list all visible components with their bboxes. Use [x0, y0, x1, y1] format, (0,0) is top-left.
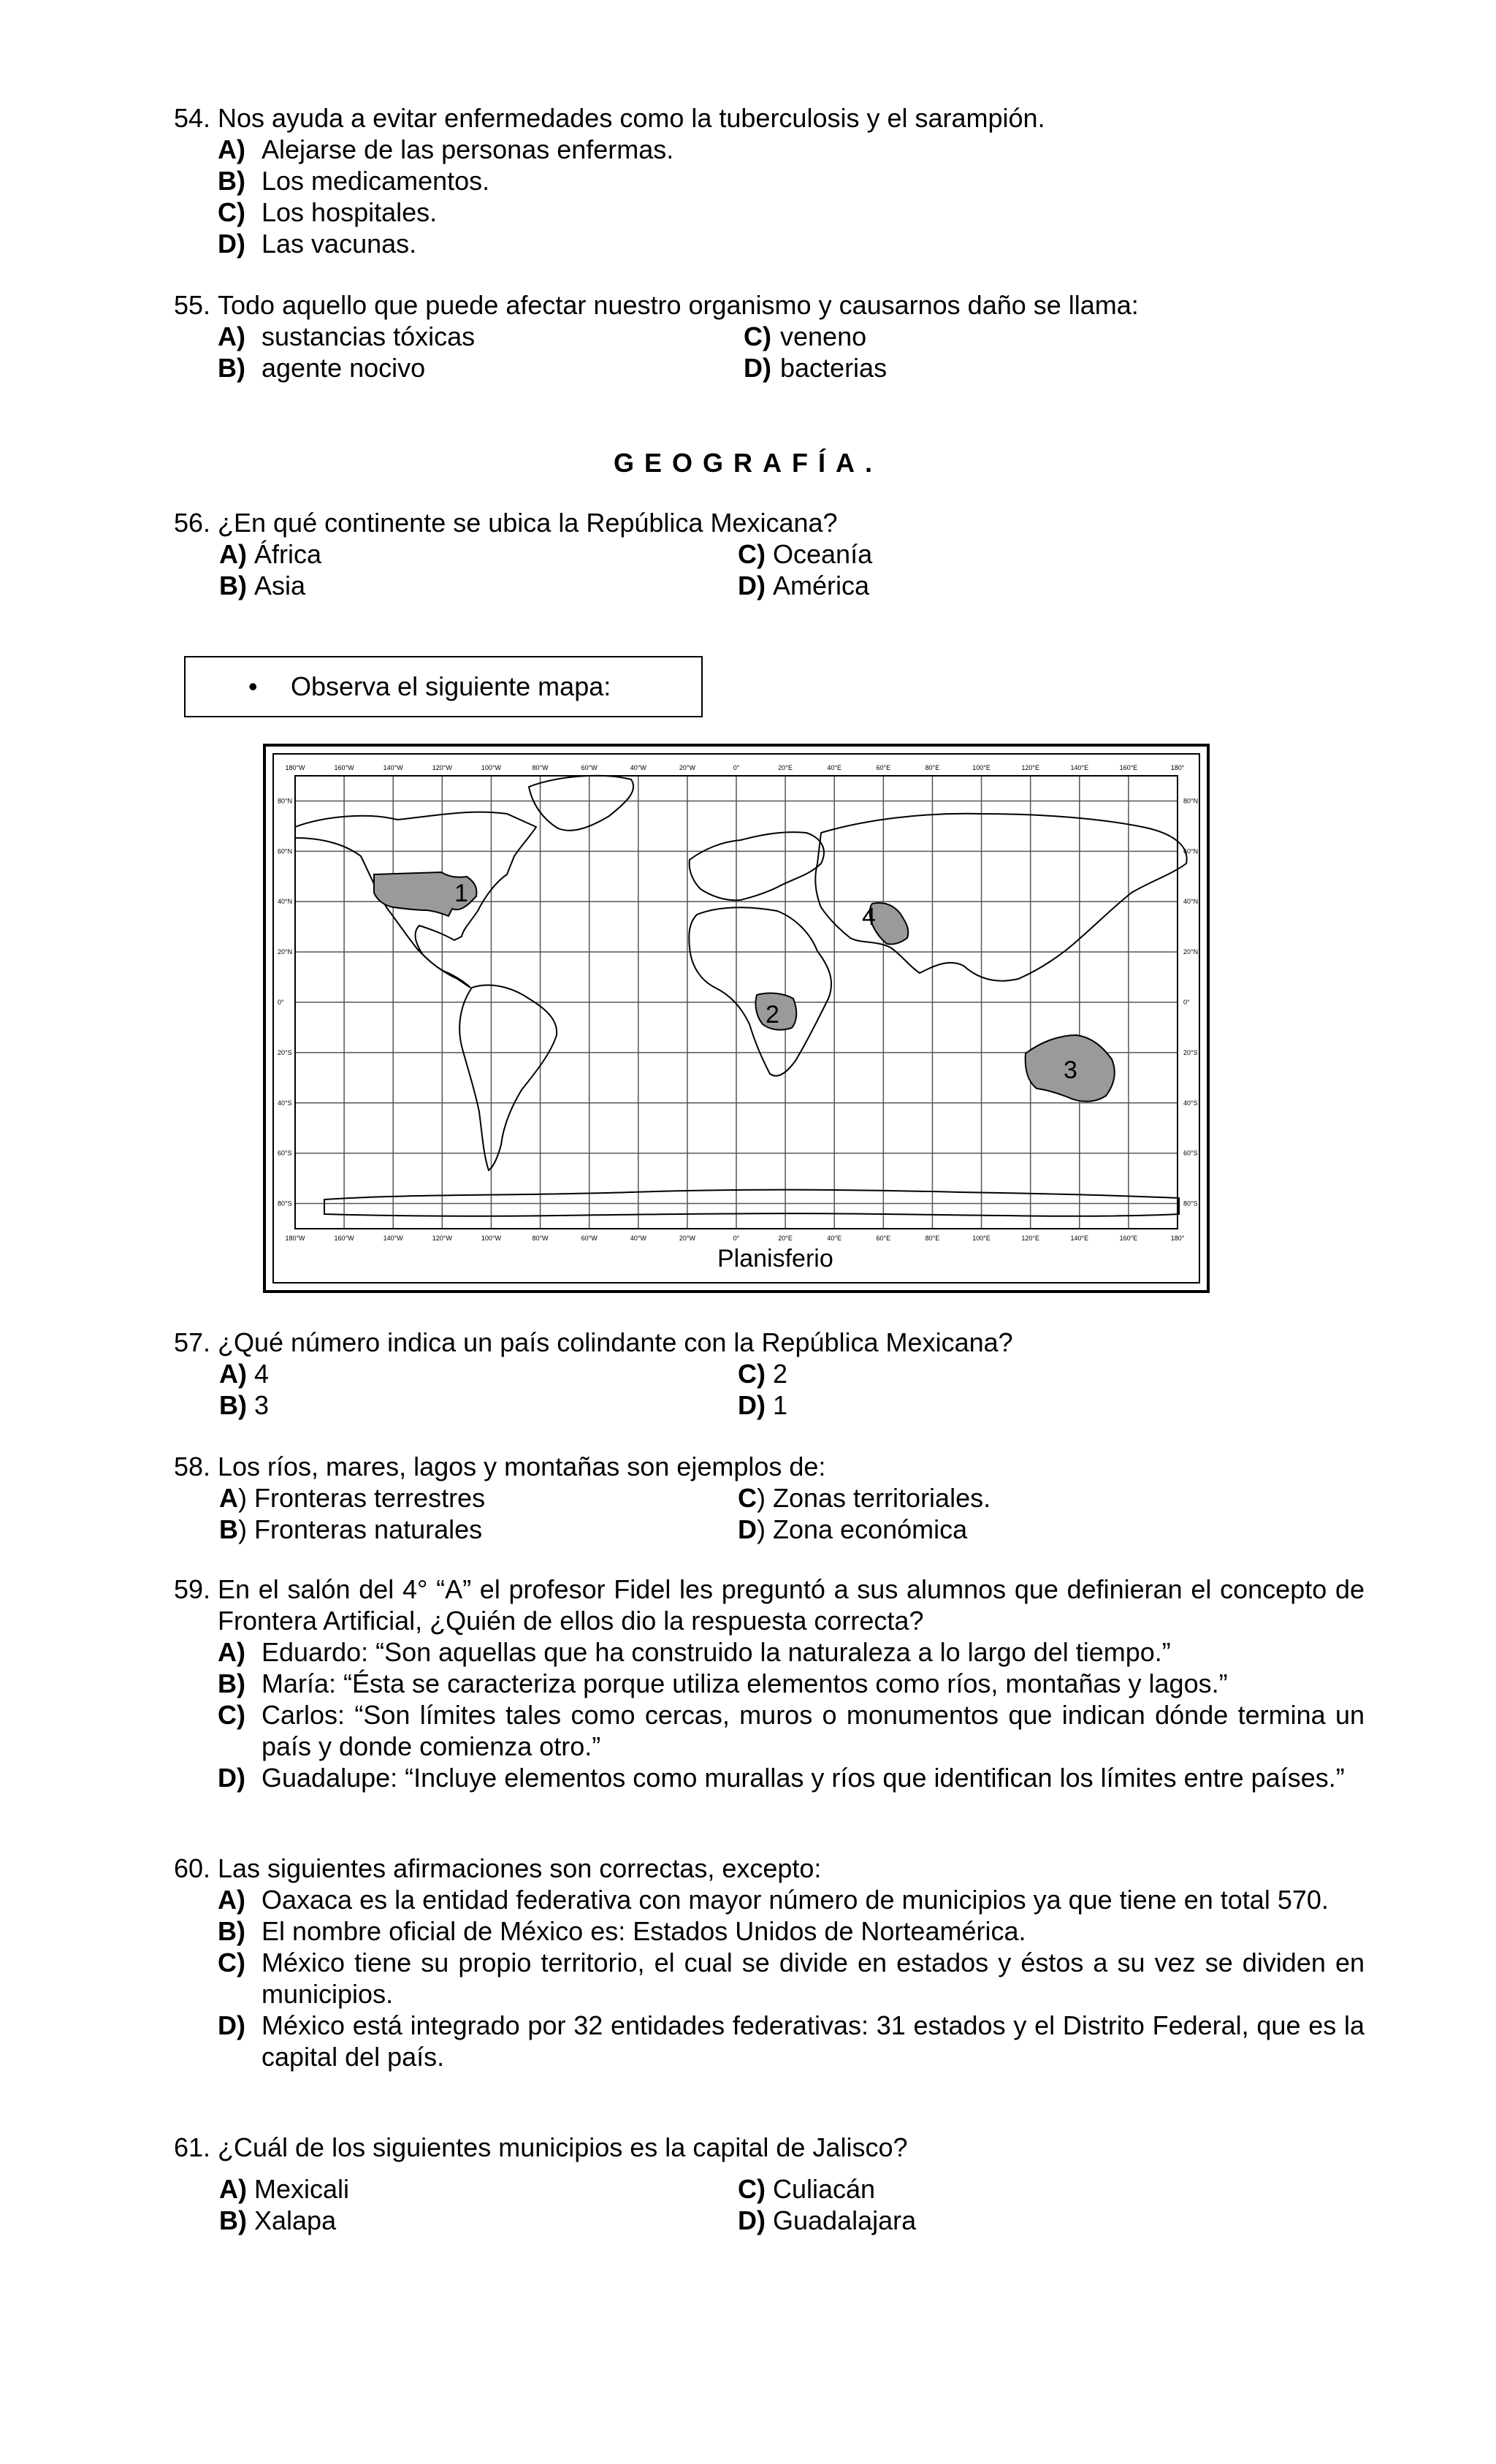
option-text: Eduardo: “Son aquellas que ha construido la naturaleza a lo largo del tiempo.”: [262, 1637, 1171, 1667]
longitude-label: 60°W: [581, 1235, 598, 1242]
option-b[interactable]: [218, 1915, 1365, 1947]
option-letter: B): [218, 166, 245, 196]
question-55: [174, 289, 1365, 384]
option-text: sustancias tóxicas: [262, 321, 476, 351]
option-letter: A): [219, 1359, 247, 1389]
option-c[interactable]: [218, 1947, 1365, 2010]
longitude-label: 160°E: [1119, 1235, 1138, 1242]
question-54: [174, 102, 1365, 259]
instruction-text: Observa el siguiente mapa:: [291, 671, 611, 701]
option-letter: A): [219, 539, 247, 569]
option-text: Guadalajara: [773, 2205, 917, 2235]
latitude-label: 20°N: [1183, 948, 1199, 956]
longitude-label: 180°: [1170, 1235, 1185, 1242]
question-number: 57.: [174, 1327, 211, 1357]
longitude-label: 20°E: [778, 764, 793, 771]
option-text: Oaxaca es la entidad federativa con mayor número de municipios ya que tiene en total 570.: [262, 1885, 1329, 1915]
longitude-label: 100°W: [481, 764, 502, 771]
latitude-label: 20°S: [278, 1048, 292, 1056]
option-letter: D): [738, 571, 766, 600]
option-text: África: [254, 539, 322, 569]
option-text: Los hospitales.: [262, 197, 438, 227]
longitude-label: 140°W: [383, 1235, 403, 1242]
option-c[interactable]: [218, 197, 1365, 228]
latitude-label: 40°S: [278, 1099, 292, 1107]
longitude-label: 20°W: [679, 1235, 695, 1242]
marker-3: 3: [1064, 1056, 1077, 1084]
longitude-label: 80°W: [532, 764, 549, 771]
bullet-icon: •: [248, 671, 258, 701]
option-d[interactable]: [218, 2010, 1365, 2072]
option-letter: C): [744, 321, 771, 351]
option-letter: C): [218, 1700, 245, 1730]
option-letter: B): [218, 353, 245, 383]
option-text: Las vacunas.: [262, 229, 417, 259]
question-number: 58.: [174, 1452, 211, 1481]
option-letter: C: [738, 1483, 757, 1513]
longitude-label: 120°W: [432, 764, 452, 771]
option-text: agente nocivo: [262, 353, 426, 383]
longitude-label: 140°E: [1070, 764, 1089, 771]
question-text: Los ríos, mares, lagos y montañas son ejemplos de:: [218, 1452, 826, 1481]
option-letter: A): [219, 2174, 247, 2204]
marker-4: 4: [862, 903, 876, 931]
option-text: ) Fronteras terrestres: [238, 1483, 486, 1513]
option-d[interactable]: [738, 570, 1176, 601]
option-text: 2: [773, 1359, 788, 1389]
option-c[interactable]: [738, 1482, 1176, 1514]
option-text: México tiene su propio territorio, el cual se divide en estados y éstos a su vez se dividen en municipios.: [262, 1948, 1365, 2009]
question-58: [174, 1451, 1365, 1545]
longitude-label: 120°E: [1021, 1235, 1039, 1242]
longitude-label: 180°W: [285, 764, 305, 771]
option-text: 3: [254, 1390, 270, 1420]
option-b[interactable]: [218, 1668, 1365, 1699]
option-text: ) Fronteras naturales: [238, 1514, 483, 1544]
option-c[interactable]: [738, 538, 1176, 570]
question-text: Las siguientes afirmaciones son correctas, excepto:: [218, 1853, 822, 1883]
world-map: [263, 744, 1210, 1293]
option-b[interactable]: [219, 1389, 738, 1421]
latitude-label: 60°N: [1183, 847, 1199, 855]
option-letter: C): [738, 2174, 766, 2204]
option-b[interactable]: [218, 352, 744, 384]
latitude-label: 40°N: [1183, 898, 1199, 906]
option-a[interactable]: [218, 1884, 1365, 1915]
longitude-label: 80°E: [925, 1235, 940, 1242]
latitude-label: 60°N: [278, 847, 293, 855]
latitude-label: 0°: [278, 999, 284, 1006]
option-text: Carlos: “Son límites tales como cercas, muros o monumentos que indican dónde termina un país y donde comienza otro.”: [262, 1700, 1365, 1761]
option-text: bacterias: [780, 353, 888, 383]
option-a[interactable]: [219, 1482, 738, 1514]
longitude-label: 160°E: [1119, 764, 1138, 771]
option-d[interactable]: [744, 352, 1182, 384]
longitude-label: 20°E: [778, 1235, 793, 1242]
question-text: En el salón del 4° “A” el profesor Fidel les preguntó a sus alumnos que definieran el concepto de Frontera Artificial, ¿Quién de ellos dio la respuesta correcta?: [218, 1574, 1365, 1636]
option-text: veneno: [780, 321, 867, 351]
option-letter: C): [218, 197, 245, 227]
option-b[interactable]: [219, 1514, 738, 1545]
longitude-label: 0°: [733, 764, 740, 771]
longitude-label: 40°W: [630, 764, 646, 771]
question-number: 59.: [174, 1574, 211, 1604]
option-d[interactable]: [218, 228, 1365, 259]
option-letter: D): [218, 1763, 245, 1793]
option-letter: A): [218, 1885, 245, 1915]
option-letter: C): [738, 1359, 766, 1389]
latitude-label: 80°S: [1183, 1199, 1198, 1208]
question-text: ¿Qué número indica un país colindante con la República Mexicana?: [218, 1327, 1013, 1357]
option-text: Oceanía: [773, 539, 873, 569]
option-letter: A): [218, 1637, 245, 1667]
longitude-label: 0°: [733, 1235, 740, 1242]
option-letter: D): [744, 353, 771, 383]
option-d[interactable]: [738, 1514, 1176, 1545]
longitude-label: 160°W: [334, 764, 354, 771]
longitude-label: 120°W: [432, 1235, 452, 1242]
latitude-label: 60°S: [1183, 1149, 1198, 1157]
longitude-label: 40°W: [630, 1235, 646, 1242]
question-text: Nos ayuda a evitar enfermedades como la tuberculosis y el sarampión.: [218, 103, 1045, 133]
option-text: Los medicamentos.: [262, 166, 490, 196]
option-letter: B): [219, 2205, 247, 2235]
option-text: América: [773, 571, 870, 600]
latitude-label: 20°S: [1183, 1048, 1198, 1056]
option-letter: B): [219, 571, 247, 600]
option-a[interactable]: [218, 1636, 1365, 1668]
question-number: 60.: [174, 1853, 211, 1883]
longitude-label: 140°E: [1070, 1235, 1089, 1242]
option-letter: B: [219, 1514, 238, 1544]
option-text: Guadalupe: “Incluye elementos como murallas y ríos que identifican los límites entre países.”: [262, 1763, 1345, 1793]
option-text: México está integrado por 32 entidades federativas: 31 estados y el Distrito Federal, que es la capital del país.: [262, 2010, 1365, 2072]
option-letter: D): [218, 229, 245, 259]
option-letter: A: [219, 1483, 238, 1513]
option-letter: C): [738, 539, 766, 569]
option-text: Mexicali: [254, 2174, 350, 2204]
option-b[interactable]: [219, 570, 738, 601]
world-map-svg: [266, 747, 1207, 1290]
option-text: María: “Ésta se caracteriza porque utiliza elementos como ríos, montañas y lagos.”: [262, 1668, 1228, 1698]
latitude-label: 40°N: [278, 898, 293, 906]
option-a[interactable]: [218, 321, 744, 352]
option-a[interactable]: [218, 134, 1365, 165]
option-c[interactable]: [738, 1358, 1176, 1389]
longitude-label: 160°W: [334, 1235, 354, 1242]
option-letter: B): [218, 1668, 245, 1698]
option-letter: A): [218, 134, 245, 164]
question-text: Todo aquello que puede afectar nuestro organismo y causarnos daño se llama:: [218, 290, 1139, 320]
question-number: 54.: [174, 103, 211, 133]
option-d[interactable]: [738, 1389, 1176, 1421]
option-a[interactable]: [219, 538, 738, 570]
latitude-label: 80°N: [1183, 797, 1199, 805]
question-60: [174, 1853, 1365, 2072]
longitude-label: 100°E: [972, 764, 991, 771]
longitude-label: 80°W: [532, 1235, 549, 1242]
option-b[interactable]: [219, 2205, 738, 2236]
longitude-label: 100°W: [481, 1235, 502, 1242]
question-text: ¿En qué continente se ubica la República Mexicana?: [218, 508, 838, 538]
option-c[interactable]: [218, 1699, 1365, 1762]
longitude-label: 40°E: [827, 764, 842, 771]
option-b[interactable]: [218, 165, 1365, 197]
option-letter: B): [218, 1916, 245, 1946]
latitude-label: 0°: [1183, 999, 1190, 1006]
longitude-label: 100°E: [972, 1235, 991, 1242]
instruction-box: [184, 656, 703, 717]
option-text: El nombre oficial de México es: Estados Unidos de Norteamérica.: [262, 1916, 1026, 1946]
question-number: 61.: [174, 2132, 211, 2162]
option-text: 4: [254, 1359, 270, 1389]
longitude-label: 80°E: [925, 764, 940, 771]
longitude-label: 60°E: [876, 764, 891, 771]
latitude-label: 40°S: [1183, 1099, 1198, 1107]
longitude-label: 60°E: [876, 1235, 891, 1242]
longitude-label: 140°W: [383, 764, 403, 771]
option-c[interactable]: [744, 321, 1182, 352]
question-61: [174, 2132, 1365, 2236]
question-text: ¿Cuál de los siguientes municipios es la capital de Jalisco?: [218, 2132, 908, 2162]
option-text: Asia: [254, 571, 306, 600]
option-a[interactable]: [219, 1358, 738, 1389]
map-caption: Planisferio: [717, 1245, 833, 1273]
option-letter: A): [218, 321, 245, 351]
option-text: ) Zonas territoriales.: [757, 1483, 991, 1513]
marker-1: 1: [454, 880, 468, 907]
latitude-label: 20°N: [278, 948, 293, 956]
latitude-label: 60°S: [278, 1149, 292, 1157]
option-text: Culiacán: [773, 2174, 876, 2204]
option-d[interactable]: [738, 2205, 1176, 2236]
option-d[interactable]: [218, 1762, 1365, 1793]
section-title: GEOGRAFÍA.: [613, 448, 882, 478]
option-a[interactable]: [219, 2173, 738, 2205]
option-letter: D: [738, 1514, 757, 1544]
option-letter: C): [218, 1948, 245, 1977]
longitude-label: 180°: [1170, 764, 1185, 771]
longitude-label: 20°W: [679, 764, 695, 771]
longitude-label: 60°W: [581, 764, 598, 771]
option-text: 1: [773, 1390, 788, 1420]
question-number: 56.: [174, 508, 211, 538]
option-text: Xalapa: [254, 2205, 337, 2235]
question-59: [174, 1574, 1365, 1793]
longitude-label: 40°E: [827, 1235, 842, 1242]
option-letter: D): [738, 1390, 766, 1420]
option-text: ) Zona económica: [757, 1514, 968, 1544]
option-text: Alejarse de las personas enfermas.: [262, 134, 674, 164]
latitude-label: 80°N: [278, 797, 293, 805]
option-letter: D): [218, 2010, 245, 2040]
option-letter: D): [738, 2205, 766, 2235]
latitude-label: 80°S: [278, 1199, 292, 1208]
longitude-label: 180°W: [285, 1235, 305, 1242]
question-56: [174, 507, 1365, 601]
longitude-label: 120°E: [1021, 764, 1039, 771]
option-c[interactable]: [738, 2173, 1176, 2205]
option-letter: B): [219, 1390, 247, 1420]
question-57: [174, 1327, 1365, 1421]
question-number: 55.: [174, 290, 211, 320]
marker-2: 2: [766, 1001, 779, 1029]
